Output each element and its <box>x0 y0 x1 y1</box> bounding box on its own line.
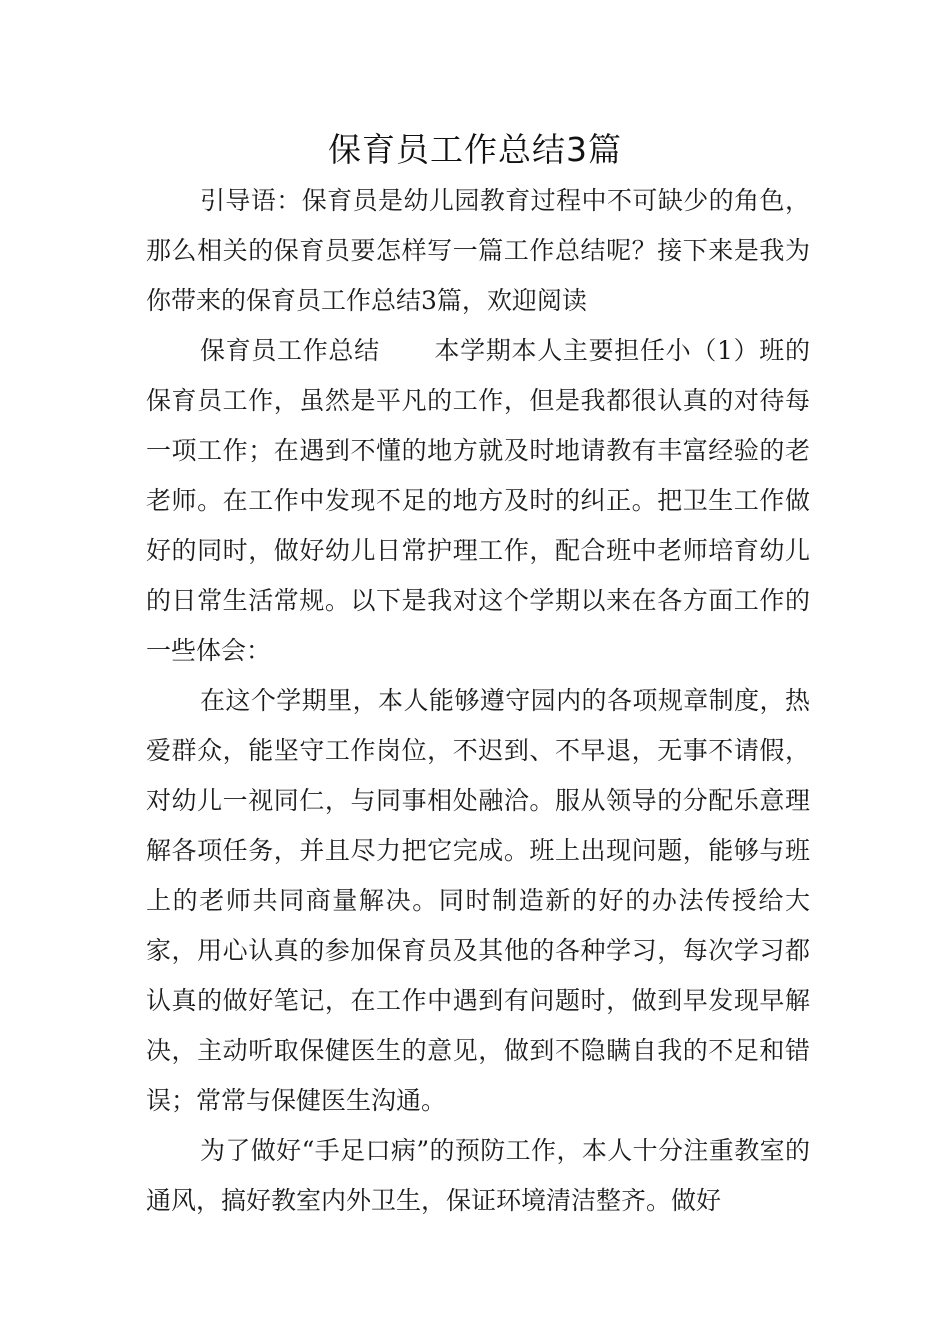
paragraph-3: 为了做好“手足口病”的预防工作，本人十分注重教室的通风，搞好教室内外卫生，保证环境清洁整齐。做好 <box>146 1136 810 1215</box>
first-paragraph <box>146 326 810 676</box>
paragraph-2: 在这个学期里，本人能够遵守园内的各项规章制度，热爱群众，能坚守工作岗位，不迟到、不早退，无事不请假，对幼儿一视同仁，与同事相处融洽。服从领导的分配乐意理解各项任务，并且尽力把它完成。班上出现问题，能够与班上的老师共同商量解决。同时制造新的好的办法传授给大家，用心认真的参加保育员及其他的各种学习，每次学习都认真的做好笔记，在工作中遇到有问题时，做到早发现早解决，主动听取保健医生的意见，做到不隐瞒自我的不足和错误；常常与保健医生沟通。 <box>146 686 810 1115</box>
paragraph-1-text: 本学期本人主要担任小（1）班的保育员工作，虽然是平凡的工作，但是我都很认真的对待每一项工作；在遇到不懂的地方就及时地请教有丰富经验的老老师。在工作中发现不足的地方及时的纠正。把卫生工作做好的同时，做好幼儿日常护理工作，配合班中老师培育幼儿的日常生活常规。以下是我对这个学期以来在各方面工作的一些体会： <box>146 336 810 665</box>
section-heading: 保育员工作总结 <box>200 336 380 365</box>
document-title: 保育员工作总结3篇 <box>328 130 622 169</box>
intro-paragraph: 引导语：保育员是幼儿园教育过程中不可缺少的角色，那么相关的保育员要怎样写一篇工作总结呢？接下来是我为你带来的保育员工作总结3篇，欢迎阅读 <box>146 186 810 315</box>
document-body <box>146 176 810 1226</box>
